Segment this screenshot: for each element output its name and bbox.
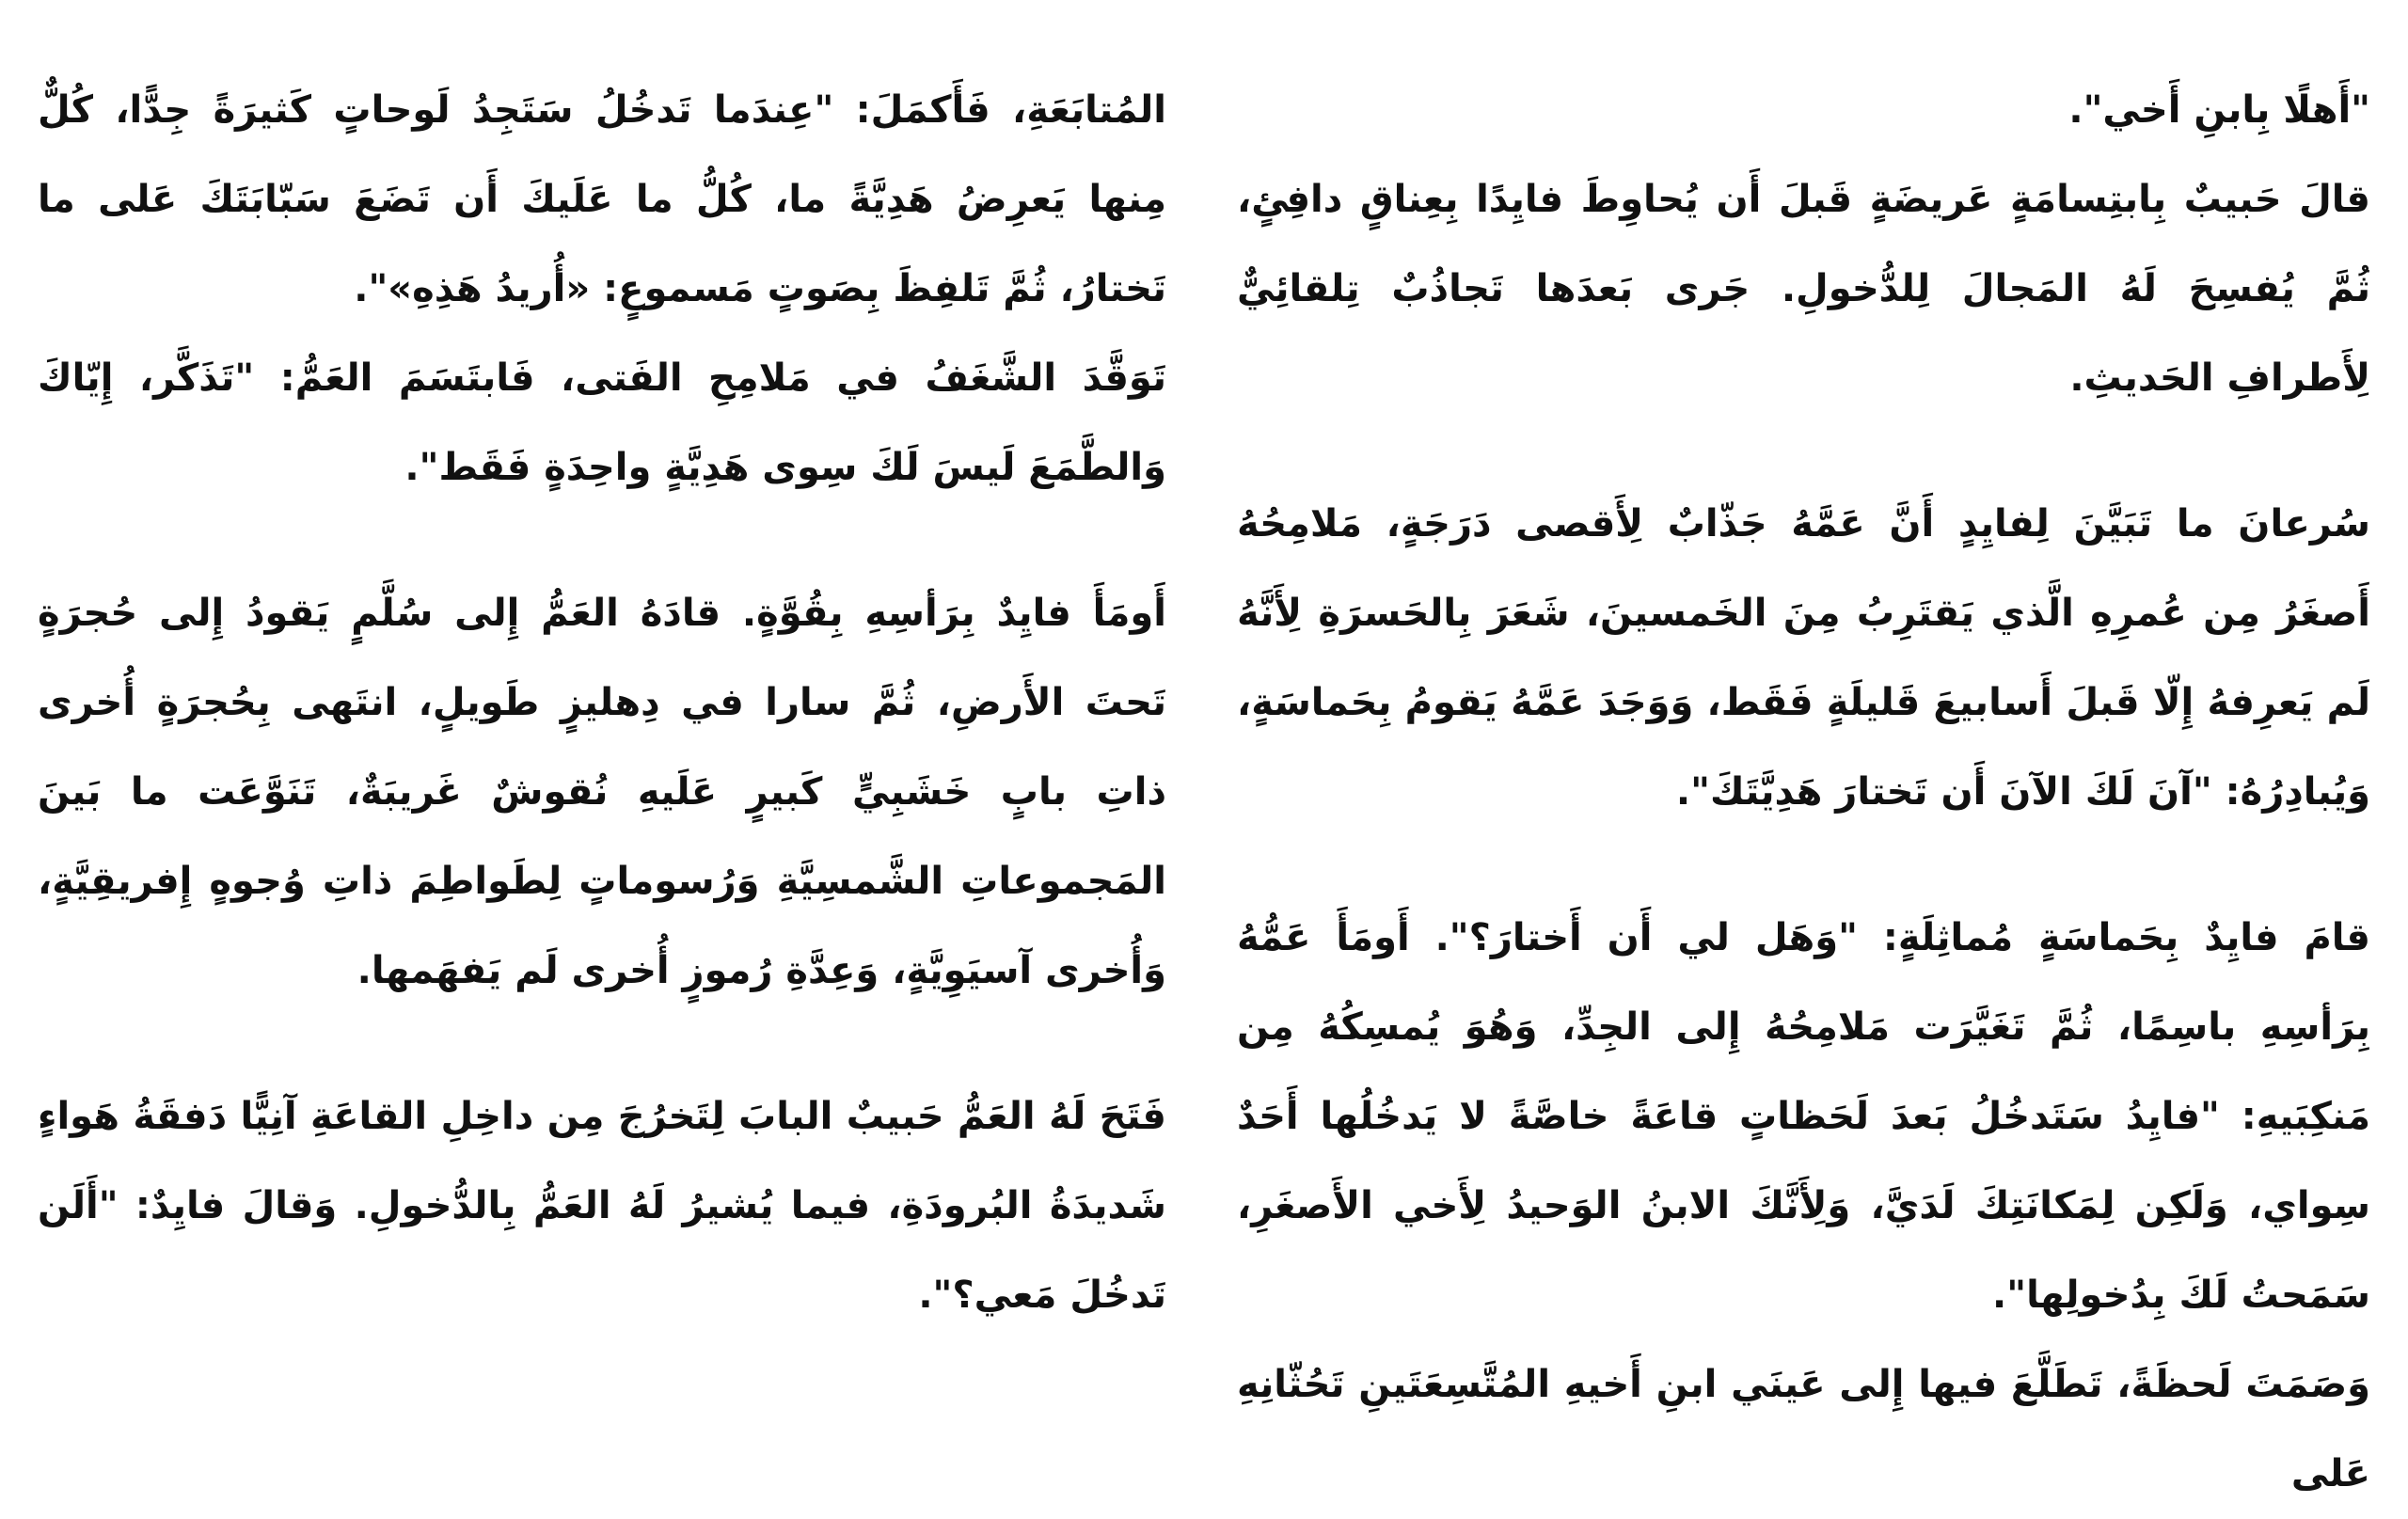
left-page (38, 66, 1166, 1340)
paragraph: المُتابَعَةِ، فَأَكمَلَ: "عِندَما تَدخُلُ سَتَجِدُ لَوحاتٍ كَثيرَةً جِدًّا، كُلٌّ مِنها يَعرِضُ هَدِيَّةً ما، كُلُّ ما عَلَيكَ أَن تَضَعَ سَبّابَتَكَ عَلى ما تَختارُ، ثُمَّ تَلفِظَ بِصَوتٍ مَسموعٍ: «أُريدُ هَذِهِ»". (38, 88, 1166, 310)
paragraph: "أَهلًا بِابنِ أَخي". (2068, 88, 2370, 132)
paragraph: وَصَمَتَ لَحظَةً، تَطَلَّعَ فيها إِلى عَينَي ابنِ أَخيهِ المُتَّسِعَتَينِ تَحُثّانِهِ عَلى (1237, 1363, 2370, 1495)
paragraph: فَتَحَ لَهُ العَمُّ حَبيبٌ البابَ لِتَخرُجَ مِن داخِلِ القاعَةِ آنِيًّا دَفقَةُ هَواءٍ شَديدَةُ البُرودَةِ، فيما يُشيرُ لَهُ العَمُّ بِالدُّخولِ. وَقالَ فايِدٌ: "أَلَن تَدخُلَ مَعي؟". (38, 1095, 1166, 1317)
paragraph: قالَ حَبيبٌ بِابتِسامَةٍ عَريضَةٍ قَبلَ أَن يُحاوِطَ فايِدًا بِعِناقٍ دافِئٍ، ثُمَّ يُفسِحَ لَهُ المَجالَ لِلدُّخولِ. جَرى بَعدَها تَجاذُبٌ تِلقائِيٌّ لِأَطرافِ الحَديثِ. (1237, 178, 2370, 400)
paragraph: أَومَأَ فايِدٌ بِرَأسِهِ بِقُوَّةٍ. قادَهُ العَمُّ إِلى سُلَّمٍ يَقودُ إِلى حُجرَةٍ تَحتَ الأَرضِ، ثُمَّ سارا في دِهليزٍ طَويلٍ، انتَهى بِحُجرَةٍ أُخرى ذاتِ بابٍ خَشَبِيٍّ كَبيرٍ عَلَيهِ نُقوشٌ غَريبَةٌ، تَنَوَّعَت ما بَينَ المَجموعاتِ الشَّمسِيَّةِ وَرُسوماتٍ لِطَواطِمَ ذاتِ وُجوهٍ إِفريقِيَّةٍ، وَأُخرى آسيَوِيَّةٍ، وَعِدَّةِ رُموزٍ أُخرى لَم يَفهَمها. (38, 592, 1166, 992)
paragraph: تَوَقَّدَ الشَّغَفُ في مَلامِحِ الفَتى، فَابتَسَمَ العَمُّ: "تَذَكَّر، إِيّاكَ وَالطَّمَعَ لَيسَ لَكَ سِوى هَدِيَّةٍ واحِدَةٍ فَقَط". (38, 356, 1166, 489)
paragraph: سُرعانَ ما تَبَيَّنَ لِفايِدٍ أَنَّ عَمَّهُ جَذّابٌ لِأَقصى دَرَجَةٍ، مَلامِحُهُ أَصغَرُ مِن عُمرِهِ الَّذي يَقتَرِبُ مِنَ الخَمسينَ، شَعَرَ بِالحَسرَةِ لِأَنَّهُ لَم يَعرِفهُ إِلّا قَبلَ أَسابيعَ قَليلَةٍ فَقَط، وَوَجَدَ عَمَّهُ يَقومُ بِحَماسَةٍ، وَيُبادِرُهُ: "آنَ لَكَ الآنَ أَن تَختارَ هَدِيَّتَكَ". (1237, 502, 2370, 814)
right-page (1237, 66, 2370, 1519)
paragraph: قامَ فايِدٌ بِحَماسَةٍ مُماثِلَةٍ: "وَهَل لي أَن أَختارَ؟". أَومَأَ عَمُّهُ بِرَأسِهِ باسِمًا، ثُمَّ تَغَيَّرَت مَلامِحُهُ إِلى الجِدِّ، وَهُوَ يُمسِكُهُ مِن مَنكِبَيهِ: "فايِدُ سَتَدخُلُ بَعدَ لَحَظاتٍ قاعَةً خاصَّةً لا يَدخُلُها أَحَدٌ سِواي، وَلَكِن لِمَكانَتِكَ لَدَيَّ، وَلِأَنَّكَ الابنُ الوَحيدُ لِأَخي الأَصغَرِ، سَمَحتُ لَكَ بِدُخولِها". (1237, 916, 2370, 1317)
